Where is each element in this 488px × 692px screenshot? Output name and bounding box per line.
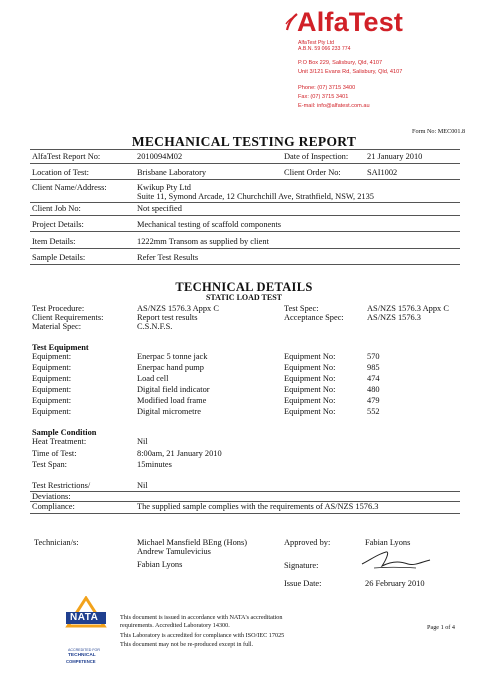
- divider: [30, 248, 460, 249]
- compliance-value: The supplied sample complies with the requirements of AS/NZS 1576.3: [137, 502, 379, 511]
- project-label: Project Details:: [32, 220, 84, 229]
- company-abn: A.B.N. 59 066 233 774: [298, 46, 351, 52]
- acceptance-label: Acceptance Spec:: [284, 313, 344, 322]
- equipment-no: 480: [367, 385, 380, 394]
- technician-name: Michael Mansfield BEng (Hons): [137, 538, 248, 547]
- footer-line: This Laboratory is accredited for compliance with ISO/IEC 17025: [120, 632, 285, 639]
- equipment-name: Digital field indicator: [137, 385, 210, 394]
- divider: [30, 202, 460, 203]
- sample-value: Refer Test Results: [137, 253, 199, 262]
- nata-caption: ACCREDITED FOR: [68, 648, 100, 652]
- address-line: P.O Box 229, Salisbury, Qld, 4107: [298, 60, 383, 66]
- nata-text: NATA: [70, 612, 99, 623]
- material-value: C.S.N.F.S.: [137, 322, 173, 331]
- equipment-label: Equipment:: [32, 352, 72, 361]
- logo-text: AlfaTest: [297, 7, 404, 37]
- compliance-label: Compliance:: [32, 502, 75, 511]
- divider: [30, 513, 460, 514]
- signature-label: Signature:: [284, 561, 319, 570]
- divider: [30, 231, 460, 232]
- client-req-value: Report test results: [137, 313, 198, 322]
- heat-label: Heat Treatment:: [32, 437, 87, 446]
- equipment-label: Equipment:: [32, 396, 72, 405]
- client-name: Kwikup Pty Ltd: [137, 183, 191, 192]
- contact-phone: Phone: (07) 3715 3400: [298, 85, 356, 91]
- material-label: Material Spec:: [32, 322, 82, 331]
- divider: [30, 149, 460, 150]
- equipment-heading: Test Equipment: [32, 343, 89, 352]
- divider: [30, 491, 460, 492]
- client-address: Suite 11, Symond Arcade, 12 Churchchill Ave, Strathfield, NSW, 2135: [137, 192, 374, 201]
- alfatest-logo: [285, 7, 453, 40]
- test-spec-value: AS/NZS 1576.3 Appx C: [367, 304, 449, 313]
- divider: [30, 215, 460, 216]
- location-value: Brisbane Laboratory: [137, 168, 207, 177]
- equipment-name: Enerpac hand pump: [137, 363, 204, 372]
- item-value: 1222mm Transom as supplied by client: [137, 237, 269, 246]
- client-label: Client Name/Address:: [32, 183, 107, 192]
- footer-line: requirements. Accredited Laboratory 14300.: [120, 622, 230, 629]
- page-number: Page 1 of 4: [427, 624, 456, 631]
- technical-title: TECHNICAL DETAILS: [175, 280, 313, 294]
- divider: [30, 179, 460, 180]
- equipment-no: 985: [367, 363, 380, 372]
- form-number: Form No: MEC001.8: [412, 128, 466, 135]
- equipment-no-label: Equipment No:: [284, 352, 336, 361]
- report-title: MECHANICAL TESTING REPORT: [131, 134, 357, 149]
- divider: [30, 264, 460, 265]
- equipment-no: 479: [367, 396, 380, 405]
- equipment-no-label: Equipment No:: [284, 374, 336, 383]
- equipment-name: Load cell: [137, 374, 169, 383]
- equipment-no: 552: [367, 407, 380, 416]
- equipment-no: 570: [367, 352, 380, 361]
- equipment-name: Enerpac 5 tonne jack: [137, 352, 208, 361]
- technician-name: Fabian Lyons: [137, 560, 183, 569]
- span-value: 15minutes: [137, 460, 172, 469]
- technical-subtitle: STATIC LOAD TEST: [205, 293, 283, 302]
- report-no-value: 2010094M02: [137, 152, 183, 161]
- equipment-name: Modified load frame: [137, 396, 207, 405]
- equipment-name: Digital micrometre: [137, 407, 201, 416]
- date-inspection-value: 21 January 2010: [367, 152, 423, 161]
- company-name: AlfaTest Pty Ltd: [298, 40, 335, 46]
- nata-caption: COMPETENCE: [66, 659, 96, 664]
- heat-value: Nil: [137, 437, 148, 446]
- project-value: Mechanical testing of scaffold components: [137, 220, 282, 229]
- equipment-no-label: Equipment No:: [284, 363, 336, 372]
- nata-caption: TECHNICAL: [68, 653, 96, 658]
- contact-email: E-mail: info@alfatest.com.au: [298, 103, 370, 109]
- client-order-label: Client Order No:: [284, 168, 341, 177]
- address-line: Unit 3/121 Evans Rd, Salisbury, Qld, 4107: [298, 69, 403, 75]
- procedure-value: AS/NZS 1576.3 Appx C: [137, 304, 219, 313]
- report-no-label: AlfaTest Report No:: [32, 152, 101, 161]
- restrictions-label: Test Restrictions/: [32, 481, 91, 490]
- technician-label: Technician/s:: [34, 538, 79, 547]
- time-label: Time of Test:: [32, 449, 77, 458]
- procedure-label: Test Procedure:: [32, 304, 85, 313]
- equipment-label: Equipment:: [32, 407, 72, 416]
- client-job-value: Not specified: [137, 204, 182, 213]
- test-spec-label: Test Spec:: [284, 304, 319, 313]
- equipment-no-label: Equipment No:: [284, 385, 336, 394]
- location-label: Location of Test:: [32, 168, 89, 177]
- client-order-value: SAI1002: [367, 168, 398, 177]
- equipment-label: Equipment:: [32, 363, 72, 372]
- client-req-label: Client Requirements:: [32, 313, 104, 322]
- equipment-no: 474: [367, 374, 380, 383]
- sample-label: Sample Details:: [32, 253, 86, 262]
- nata-logo: [64, 596, 108, 666]
- footer-line: This document may not be re-produced except in full.: [120, 641, 254, 648]
- signature-mark: [356, 546, 436, 572]
- client-job-label: Client Job No:: [32, 204, 81, 213]
- issue-date-value: 26 February 2010: [365, 579, 425, 588]
- technician-name: Andrew Tamulevicius: [137, 547, 211, 556]
- footer-line: This document is issued in accordance with NATA's accreditation: [120, 614, 283, 621]
- equipment-label: Equipment:: [32, 374, 72, 383]
- approved-label: Approved by:: [284, 538, 331, 547]
- approved-value: Fabian Lyons: [365, 538, 411, 547]
- equipment-no-label: Equipment No:: [284, 407, 336, 416]
- time-value: 8:00am, 21 January 2010: [137, 449, 222, 458]
- date-inspection-label: Date of Inspection:: [284, 152, 349, 161]
- issue-date-label: Issue Date:: [284, 579, 322, 588]
- item-label: Item Details:: [32, 237, 76, 246]
- sample-condition-heading: Sample Condition: [32, 428, 97, 437]
- restrictions-value: Nil: [137, 481, 148, 490]
- contact-fax: Fax: (07) 3715 3401: [298, 94, 349, 100]
- equipment-no-label: Equipment No:: [284, 396, 336, 405]
- span-label: Test Span:: [32, 460, 68, 469]
- deviations-label: Deviations:: [32, 492, 71, 501]
- divider: [30, 163, 460, 164]
- acceptance-value: AS/NZS 1576.3: [367, 313, 421, 322]
- equipment-label: Equipment:: [32, 385, 72, 394]
